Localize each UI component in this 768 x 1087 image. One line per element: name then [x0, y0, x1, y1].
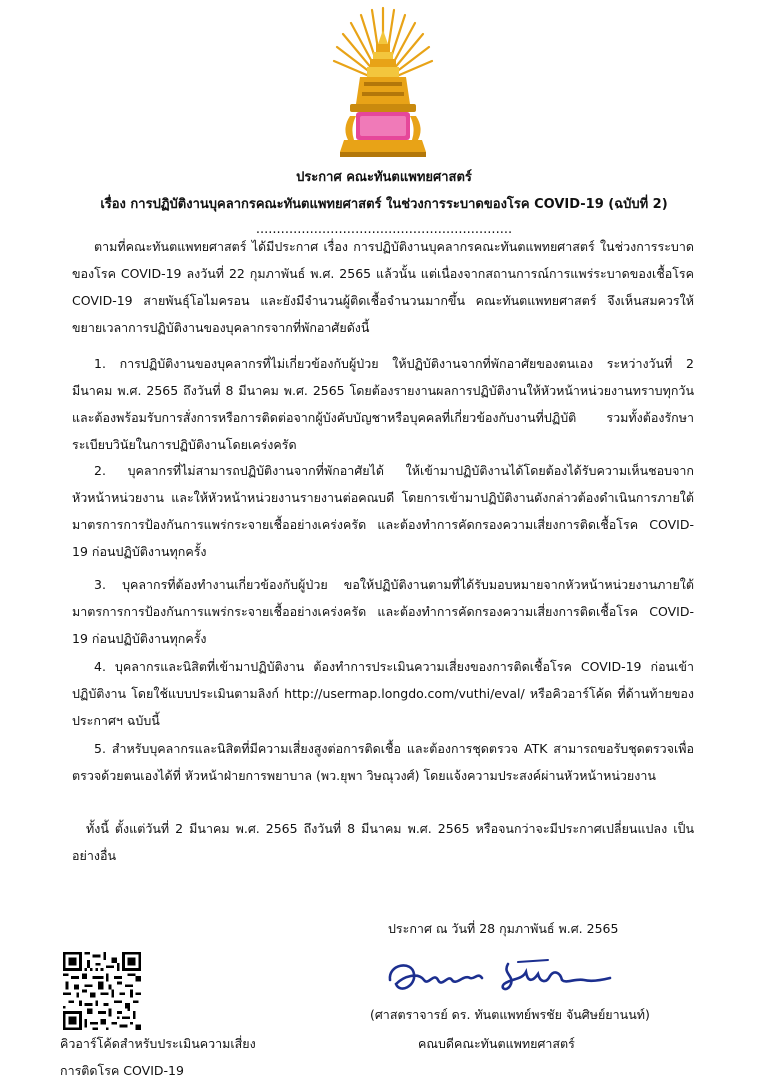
signature-icon [378, 950, 618, 1000]
signer-name: (ศาสตราจารย์ ดร. ทันตแพทย์พรชัย จันศิษย์ยานนท์) [370, 1007, 650, 1022]
announcement-subject: เรื่อง การปฏิบัติงานบุคลากรคณะทันตแพทยศาสตร์ ในช่วงการระบาดของโรค COVID-19 (ฉบับที่ 2) [100, 197, 668, 212]
item-2-text: 2. บุคลากรที่ไม่สามารถปฏิบัติงานจากที่พักอาศัยได้ ให้เข้ามาปฏิบัติงานได้โดยต้องได้รับความเห็นชอบจากหัวหน้าหน่วยงาน และให้หัวหน้าหน่วยงานรายงานต่อคณบดี โดยการเข้ามาปฏิบัติงานดังกล่าวต้องดำเนินการภายใต้มาตรการการป้องกันการแพร่กระจายเชื้ออย่างเคร่งครัด และต้องทำการคัดกรองความเสี่ยงการติดเชื้อโรค COVID-19 ก่อนปฏิบัติงานทุกครั้ง [72, 463, 694, 559]
list-item [72, 735, 694, 789]
announced-date: ประกาศ ณ วันที่ 28 กุมภาพันธ์ พ.ศ. 2565 [388, 921, 619, 936]
qr-code-icon[interactable] [63, 952, 141, 1030]
item-1-text: 1. การปฏิบัติงานของบุคลากรที่ไม่เกี่ยวข้องกับผู้ป่วย ให้ปฏิบัติงานจากที่พักอาศัยของตนเอง ระหว่างวันที่ 2 มีนาคม พ.ศ. 2565 ถึงวันที่ 8 มีนาคม พ.ศ. 2565 โดยต้องรายงานผลการปฏิบัติงานให้หัวหน้าหน่วยงานทราบทุกวัน และต้องพร้อมรับการสั่งการหรือการติดต่อจากผู้บังคับบัญชาหรือบุคคลที่เกี่ยวข้องกับงานที่ปฏิบัติ รวมทั้งต้องรักษาระเบียบวินัยในการปฏิบัติงานโดยเคร่งครัด [72, 356, 694, 452]
signer-position: คณบดีคณะทันตแพทยศาสตร์ [418, 1036, 575, 1051]
university-seal-icon [330, 4, 436, 158]
closing-paragraph [72, 815, 694, 869]
closing-text: ทั้งนี้ ตั้งแต่วันที่ 2 มีนาคม พ.ศ. 2565 ถึงวันที่ 8 มีนาคม พ.ศ. 2565 หรือจนกว่าจะมีประกาศเปลี่ยนแปลง เป็นอย่างอื่น [72, 821, 694, 863]
item-5-text: 5. สำหรับบุคลากรและนิสิตที่มีความเสี่ยงสูงต่อการติดเชื้อ และต้องการชุดตรวจ ATK สามารถขอรับชุดตรวจเพื่อตรวจด้วยตนเองได้ที่ หัวหน้าฝ่ายการพยาบาล (พว.ยุพา วิษณุวงศ์) โดยแจ้งความประสงค์ผ่านหัวหน้าหน่วยงาน [72, 741, 694, 783]
list-item [72, 653, 694, 734]
list-item [72, 350, 694, 458]
item-4-text: 4. บุคลากรและนิสิตที่เข้ามาปฏิบัติงาน ต้องทำการประเมินความเสี่ยงของการติดเชื้อโรค COVID-19 ก่อนเข้าปฏิบัติงาน โดยใช้แบบประเมินตามลิงก์ http://usermap.longdo.com/vuthi/eval/ หรือคิวอาร์โค้ด ที่ด้านท้ายของประกาศฯ ฉบับนี้ [72, 659, 694, 728]
qr-caption-line-2: การติดโรค COVID-19 [60, 1063, 184, 1078]
list-item [72, 457, 694, 565]
item-3-text: 3. บุคลากรที่ต้องทำงานเกี่ยวข้องกับผู้ป่วย ขอให้ปฏิบัติงานตามที่ได้รับมอบหมายจากหัวหน้าหน่วยงานภายใต้มาตรการการป้องกันการแพร่กระจายเชื้ออย่างเคร่งครัด และต้องทำการคัดกรองความเสี่ยงการติดเชื้อโรค COVID-19 ก่อนปฏิบัติงานทุกครั้ง [72, 577, 694, 646]
list-item [72, 571, 694, 652]
intro-paragraph [72, 233, 694, 341]
heading-divider: .............................................................. [255, 222, 513, 237]
qr-caption-line-1: คิวอาร์โค้ดสำหรับประเมินความเสี่ยง [60, 1036, 256, 1051]
announcement-heading: ประกาศ คณะทันตแพทยศาสตร์ [296, 170, 472, 185]
intro-text: ตามที่คณะทันตแพทยศาสตร์ ได้มีประกาศ เรื่อง การปฏิบัติงานบุคลากรคณะทันตแพทยศาสตร์ ในช่วงการระบาดของโรค COVID-19 ลงวันที่ 22 กุมภาพันธ์ พ.ศ. 2565 แล้วนั้น แต่เนื่องจากสถานการณ์การแพร่ระบาดของเชื้อโรค COVID-19 สายพันธุ์โอไมครอน และยังมีจำนวนผู้ติดเชื้อจำนวนมากขึ้น คณะทันตแพทยศาสตร์ จึงเห็นสมควรให้ขยายเวลาการปฏิบัติงานของบุคลากรจากที่พักอาศัยดังนี้ [72, 239, 694, 335]
